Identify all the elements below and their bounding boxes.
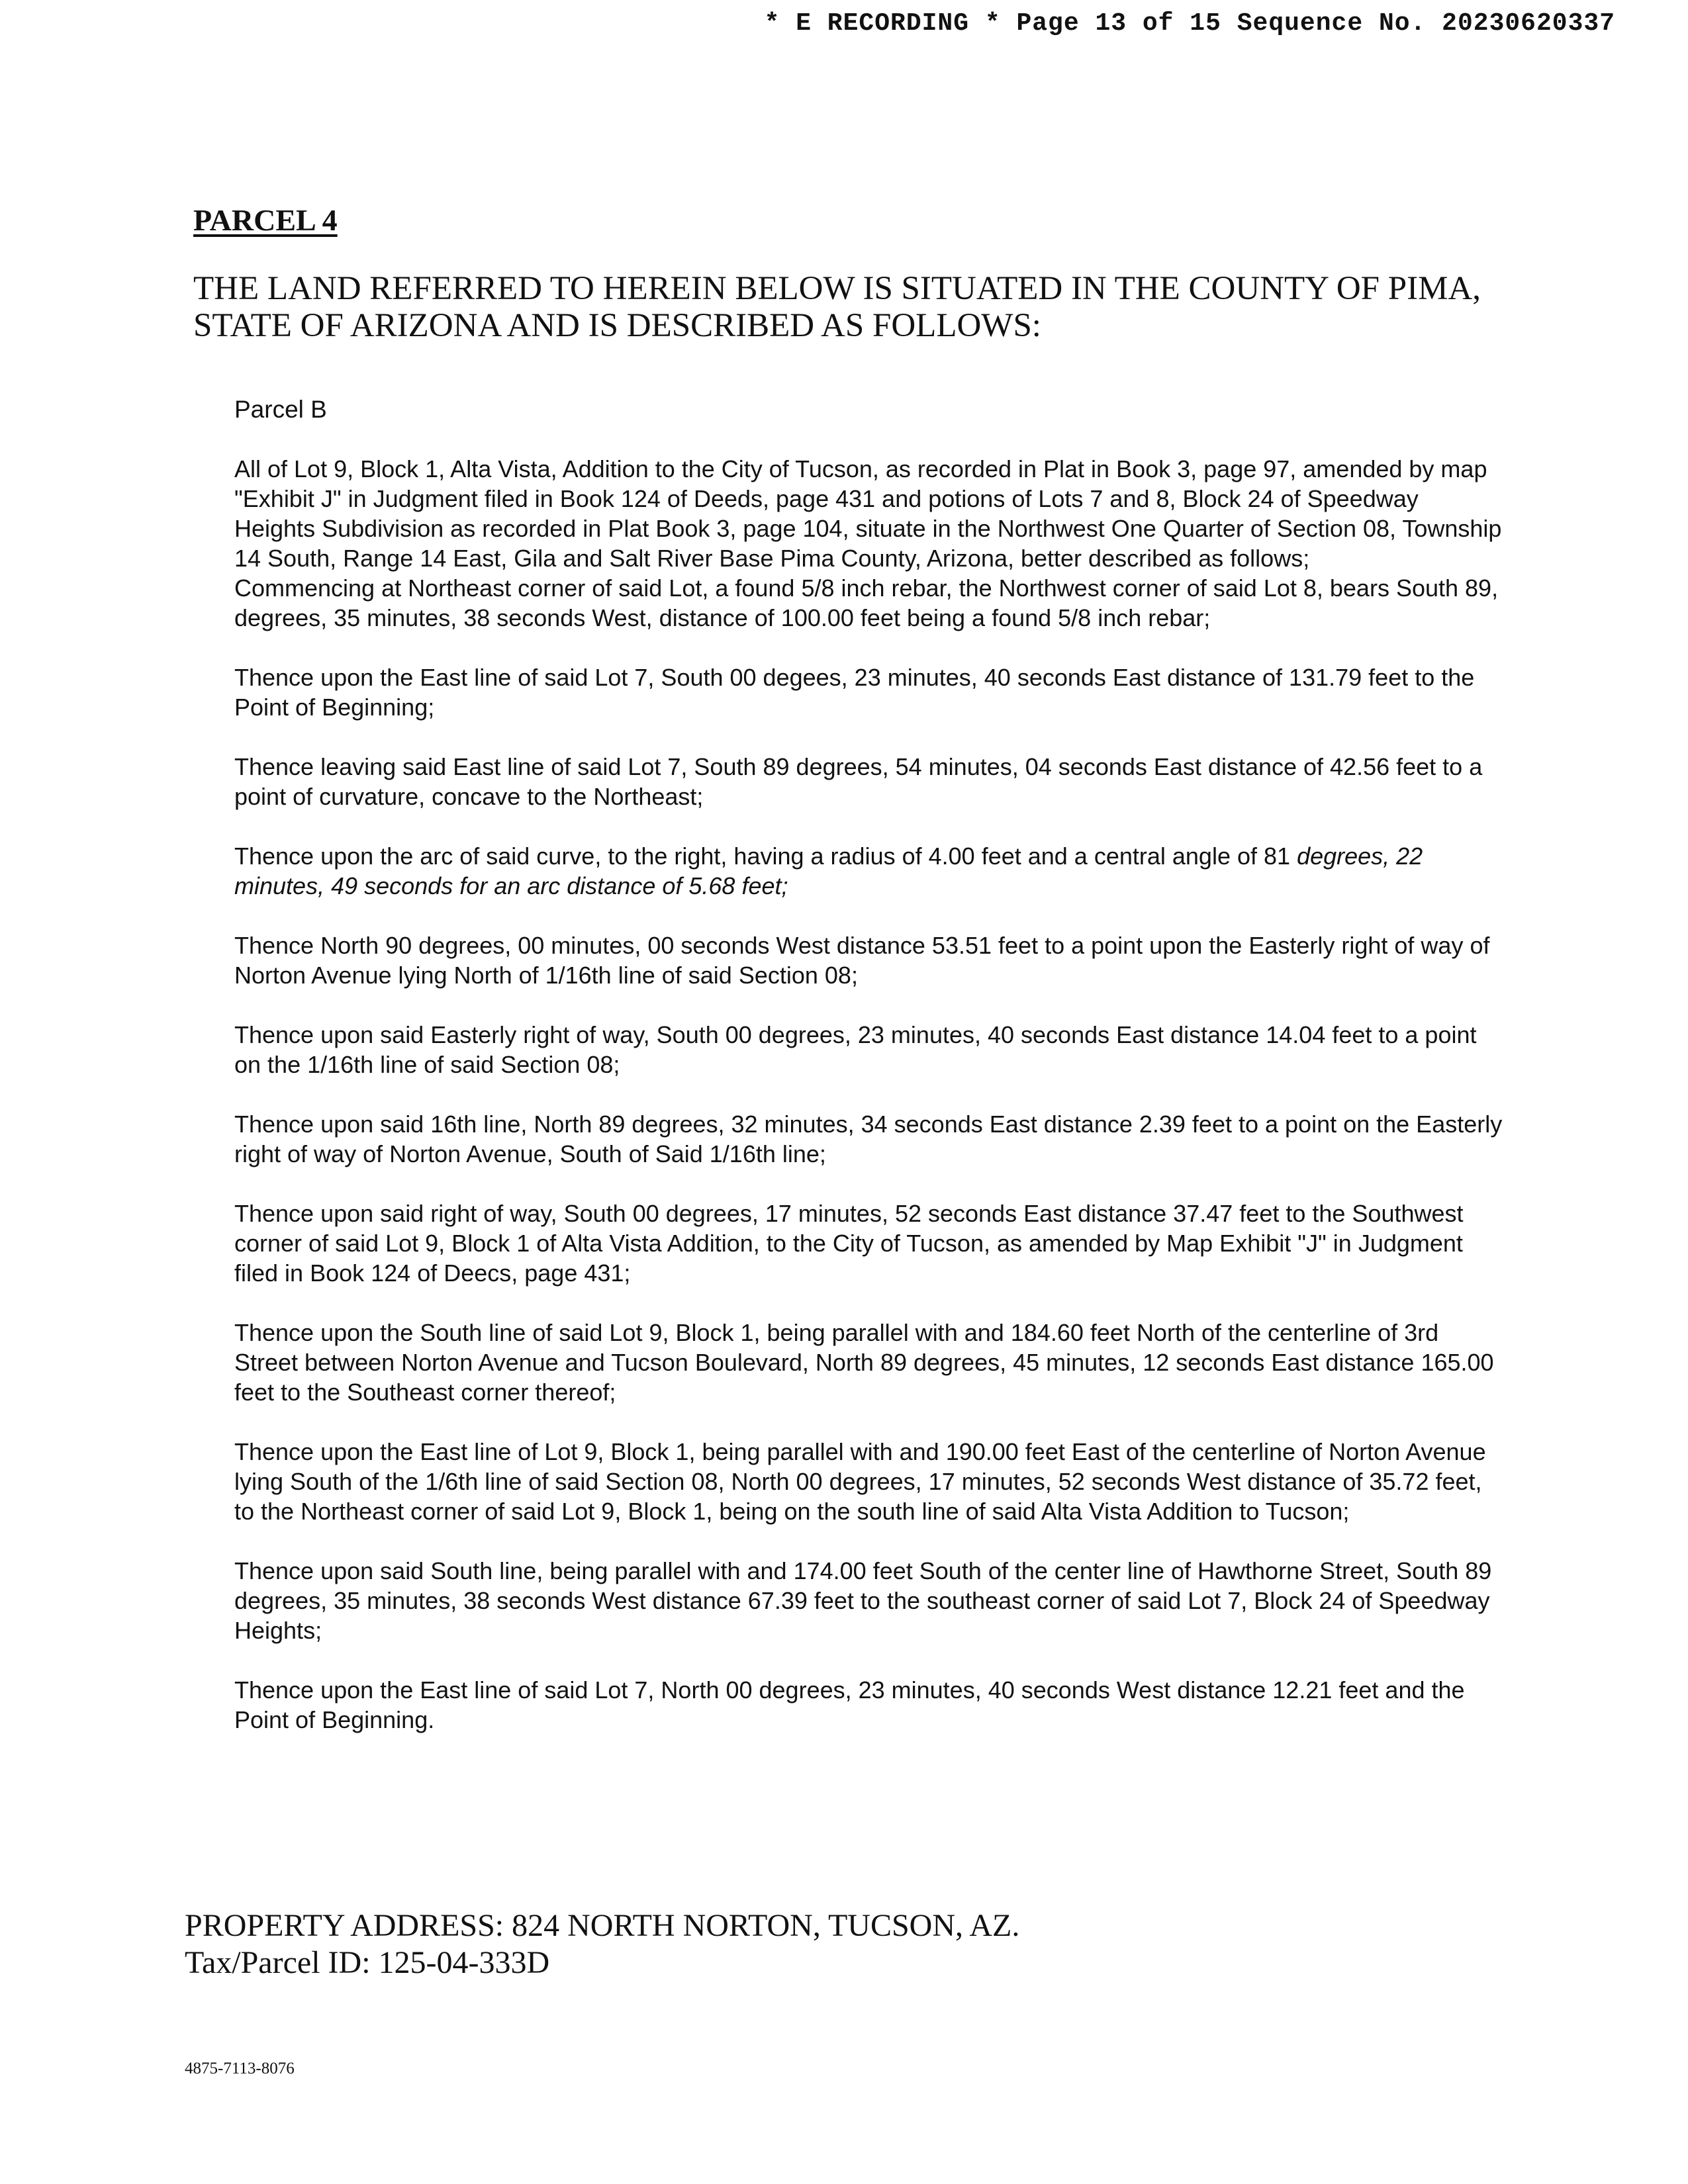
legal-paragraph-course-6: Thence upon said 16th line, North 89 degrees, 32 minutes, 34 seconds East distance 2.39 feet to a point on the Easterly right of way of Norton Avenue, South of Said 1/16th line; <box>234 1111 1503 1167</box>
legal-paragraph-course-1: Thence upon the East line of said Lot 7, South 00 degees, 23 minutes, 40 seconds East distance of 131.79 feet to the <box>234 664 1475 691</box>
legal-description <box>234 454 1505 1735</box>
legal-paragraph-lot-description: All of Lot 9, Block 1, Alta Vista, Addition to the City of Tucson, as recorded in Plat in Book 3, page 97, amended by map "Exhibit J" in Judgment filed in Book 124 of Deeds, page 431 and potions of Lots 7 and 8, Block 24 of Speedway Heights Subdivision as recorded in Plat Book 3, page 104, situate in the Northwest One Quarter of Section 08, Township 14 South, Range 14 East, Gila and Salt River Base Pima County, Arizona, better described as follows; <box>234 455 1502 572</box>
legal-paragraph-course-5: Thence upon said Easterly right of way, South 00 degrees, 23 minutes, 40 seconds East distance 14.04 feet to a point on the 1/16th line of said Section 08; <box>234 1021 1477 1078</box>
recording-header: * E RECORDING * Page 13 of 15 Sequence No. 20230620337 <box>764 9 1615 38</box>
document-code: 4875-7113-8076 <box>185 2060 295 2077</box>
legal-course-3-line-1: Thence upon the arc of said curve, to the right, having a radius of 4.00 feet and a central angle of 81 <box>234 842 1291 870</box>
property-info <box>185 1907 1019 1981</box>
land-intro-statement: THE LAND REFERRED TO HEREIN BELOW IS SITUATED IN THE COUNTY OF PIMA, STATE OF ARIZONA AND IS DESCRIBED AS FOLLOWS: <box>193 270 1481 344</box>
legal-paragraph-course-9: Thence upon the East line of Lot 9, Block 1, being parallel with and 190.00 feet East of the centerline of Norton Avenue lying South of the 1/6th line of said Section 08, North 00 degrees, 17 minutes, 52 seconds West distance of 35.72 feet, to the Northeast corner of said Lot 9, Block 1, being on the south line of said Alta Vista Addition to Tucson; <box>234 1438 1486 1525</box>
legal-paragraph-point-of-beginning: Point of Beginning; <box>234 694 435 721</box>
property-address: PROPERTY ADDRESS: 824 NORTH NORTON, TUCSON, AZ. <box>185 1908 1020 1943</box>
legal-paragraph-course-7: Thence upon said right of way, South 00 degrees, 17 minutes, 52 seconds East distance 37.47 feet to the Southwest corner of said Lot 9, Block 1 of Alta Vista Addition, to the City of Tucson, as amended by Map Exhibit "J" in Judgment filed in Book 124 of Deecs, page 431; <box>234 1200 1464 1287</box>
legal-paragraph-course-4: Thence North 90 degrees, 00 minutes, 00 seconds West distance 53.51 feet to a point upon the Easterly right of way of Norton Avenue lying North of 1/16th line of said Section 08; <box>234 932 1490 989</box>
tax-parcel-id: Tax/Parcel ID: 125-04-333D <box>185 1945 550 1980</box>
parcel-heading: PARCEL 4 <box>193 203 338 237</box>
legal-paragraph-course-11: Thence upon the East line of said Lot 7, North 00 degrees, 23 minutes, 40 seconds West distance 12.21 feet and the Point of Beginning. <box>234 1676 1465 1733</box>
legal-paragraph-course-2: Thence leaving said East line of said Lot 7, South 89 degrees, 54 minutes, 04 seconds East distance of 42.56 feet to a point of curvature, concave to the Northeast; <box>234 753 1483 810</box>
parcel-subheading: Parcel B <box>234 396 327 423</box>
legal-paragraph-commencing: Commencing at Northeast corner of said Lot, a found 5/8 inch rebar, the Northwest corner of said Lot 8, bears South 89, degrees, 35 minutes, 38 seconds West, distance of 100.00 feet being a found 5/8 inch rebar; <box>234 574 1499 631</box>
legal-paragraph-course-10: Thence upon said South line, being parallel with and 174.00 feet South of the center line of Hawthorne Street, South 89 degrees, 35 minutes, 38 seconds West distance 67.39 feet to the southeast corner of said Lot 7, Block 24 of Speedway Heights; <box>234 1557 1492 1644</box>
legal-paragraph-course-8: Thence upon the South line of said Lot 9, Block 1, being parallel with and 184.60 feet North of the centerline of 3rd Street between Norton Avenue and Tucson Boulevard, North 89 degrees, 45 minutes, 12 seconds East distance 165.00 feet to the Southeast corner thereof; <box>234 1319 1494 1406</box>
legal-paragraph-course-3 <box>234 841 1505 901</box>
legal-course-3-line-2: degrees, 22 minutes, 49 seconds for an arc distance of 5.68 feet; <box>234 842 1423 899</box>
